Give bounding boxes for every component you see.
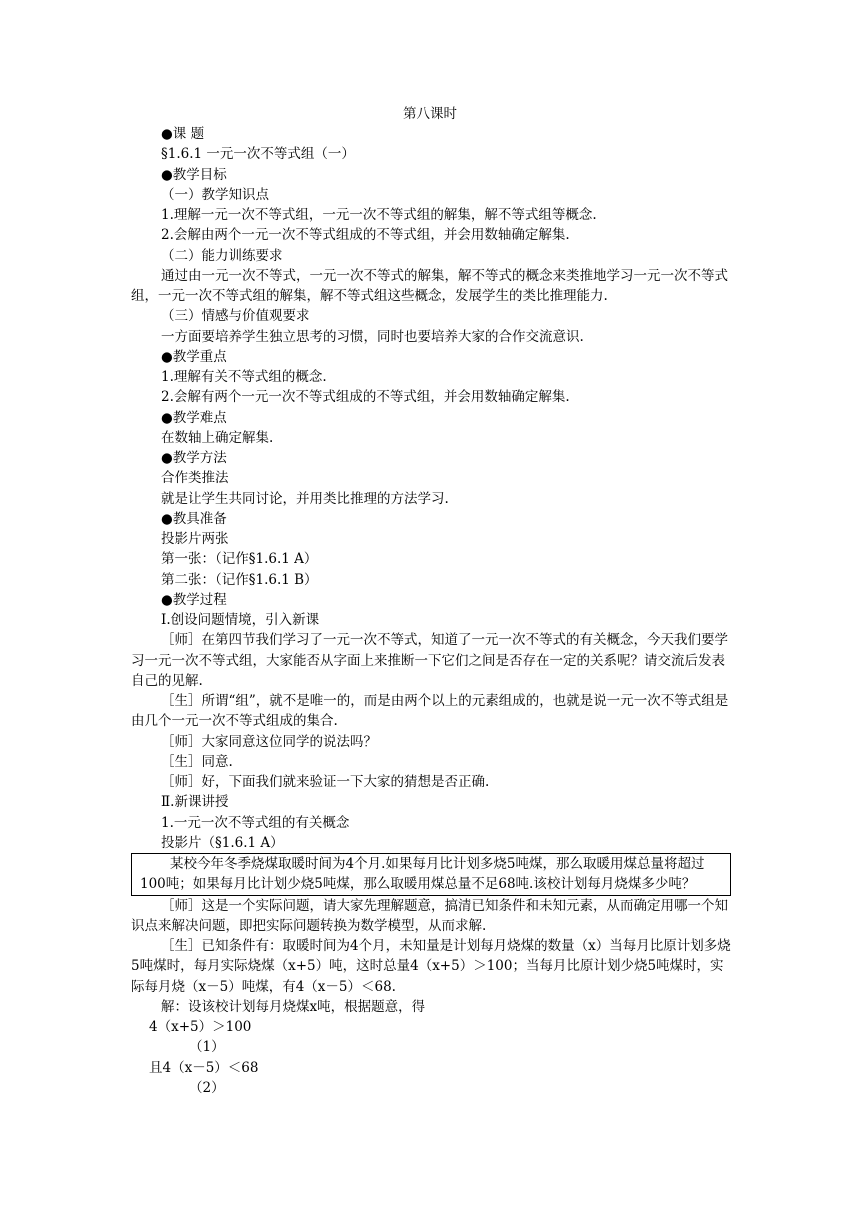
text-line: 2.会解由两个一元一次不等式组成的不等式组，并会用数轴确定解集.	[161, 227, 570, 244]
text-line: Ⅰ.创设问题情境，引入新课	[161, 612, 320, 628]
text-line: （1）	[189, 1039, 225, 1056]
text-line: 一方面要培养学生独立思考的习惯，同时也要培养大家的合作交流意识.	[161, 328, 584, 345]
text-line: 1.理解一元一次不等式组，一元一次不等式组的解集，解不等式组等概念.	[161, 207, 597, 223]
text-line: ［师］大家同意这位同学的说法吗？	[161, 733, 377, 750]
text-line: 1.理解有关不等式组的概念.	[161, 369, 327, 385]
page-title: 第八课时	[403, 106, 457, 122]
text-line: （二）能力训练要求	[161, 247, 283, 264]
text-line: 2.会解有两个一元一次不等式组成的不等式组，并会用数轴确定解集.	[161, 389, 570, 406]
text-line: 投影片两张	[161, 531, 229, 547]
text-line: ●教学目标	[161, 166, 227, 183]
text-line: （一）教学知识点	[161, 186, 269, 203]
text-line: 第二张：（记作§1.6.1 B）	[161, 571, 318, 588]
text-line: 4（x+5）＞100	[149, 1019, 252, 1035]
text-line: 且4（x－5）＜68	[149, 1059, 259, 1076]
text-line: ●教具准备	[161, 510, 227, 527]
text-line: §1.6.1 一元一次不等式组（一）	[161, 146, 355, 163]
text-line: ●教学过程	[161, 591, 227, 608]
text-line: 就是让学生共同讨论，并用类比推理的方法学习.	[161, 490, 449, 507]
text-line: ［生］同意.	[161, 753, 233, 770]
text-line: ［师］在第四节我们学习了一元一次不等式，知道了一元一次不等式的有关概念，今天我们要学习一元一次不等式组，大家能否从字面上来推断一下它们之间是否存在一定的关系呢？请交流后发表自己的见解.	[131, 632, 728, 689]
text-line: 合作类推法	[161, 470, 229, 487]
text-line: 投影片（§1.6.1 A）	[161, 834, 284, 851]
text-line: Ⅱ.新课讲授	[161, 794, 229, 811]
text-line: 第一张：（记作§1.6.1 A）	[161, 551, 318, 568]
boxed-problem: 某校今年冬季烧煤取暖时间为4个月.如果每月比计划多烧5吨煤，那么取暖用煤总量将超过100吨；如果每月比计划少烧5吨煤，那么取暖用煤总量不足68吨.该校计划每月烧煤多少吨？	[131, 853, 731, 896]
text-line: ●教学重点	[161, 348, 227, 365]
text-line: 1.一元一次不等式组的有关概念	[161, 814, 350, 831]
text-line: ［师］好，下面我们就来验证一下大家的猜想是否正确.	[161, 774, 490, 790]
text-line: ●课 题	[161, 126, 205, 142]
text-line: （三）情感与价值观要求	[161, 308, 310, 325]
text-line: 在数轴上确定解集.	[161, 429, 274, 446]
text-line: ［生］所谓“组”，就不是唯一的，而是由两个以上的元素组成的，也就是说一元一次不等式组是由几个一元一次不等式组成的集合.	[131, 693, 729, 730]
document-body	[131, 124, 731, 1098]
text-line: ●教学方法	[161, 450, 227, 466]
text-line: 通过由一元一次不等式，一元一次不等式的解集，解不等式的概念来类推地学习一元一次不等式组，一元一次不等式组的解集，解不等式组这些概念，发展学生的类比推理能力.	[131, 267, 728, 304]
text-line: 解：设该校计划每月烧煤x吨，根据题意，得	[161, 998, 426, 1015]
text-line: ●教学难点	[161, 409, 227, 426]
text-line: ［生］已知条件有：取暖时间为4个月，未知量是计划每月烧煤的数量（x）当每月比原计划多烧5吨煤时，每月实际烧煤（x+5）吨，这时总量4（x+5）＞100；当每月比原计划少烧5吨煤时，实际每月烧（x－5）吨煤，有4（x－5）＜68.	[131, 938, 731, 995]
text-line: ［师］这是一个实际问题，请大家先理解题意，搞清已知条件和未知元素，从而确定用哪一个知识点来解决问题，即把实际问题转换为数学模型，从而求解.	[131, 897, 728, 934]
text-line: （2）	[189, 1079, 225, 1096]
